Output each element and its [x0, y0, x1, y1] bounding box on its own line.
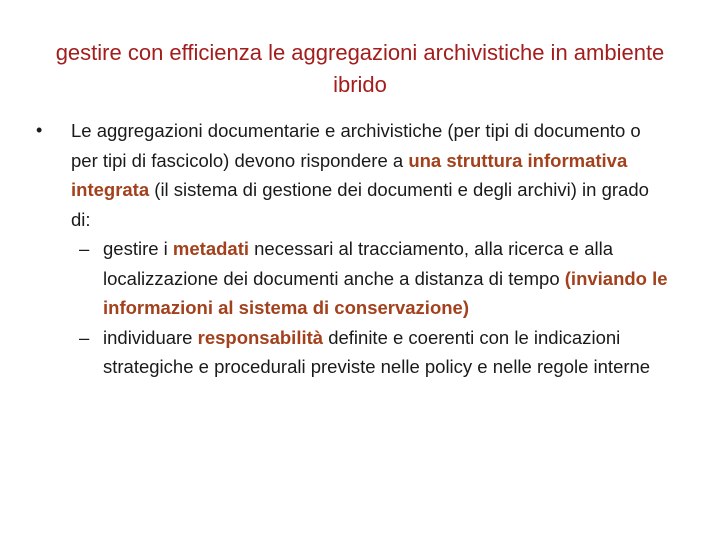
dash-marker: – [79, 326, 90, 348]
main-bullet [30, 116, 670, 234]
sub-bullet-text-1: individuare [103, 326, 198, 348]
sub-bullet-highlight-metadati: metadati [172, 238, 249, 259]
sub-bullet-text-1: gestire i [103, 238, 173, 259]
bullet-marker: • [36, 120, 43, 140]
slide-title: gestire con efficienza le aggregazioni archivistiche in ambiente ibrido [55, 40, 665, 97]
main-bullet-highlight: una struttura informativa integrata [71, 149, 628, 200]
sub-bullet-text-2: necessari al tracciamento, alla ricerca e alla localizzazione dei documenti anche a distanza di tempo [103, 238, 613, 289]
sub-bullet-highlight-responsabilita: responsabilità [197, 326, 324, 348]
sub-bullet-highlight-conservazione: (inviando le informazioni al sistema di conservazione) [103, 267, 668, 318]
main-bullet-text-2: (il sistema di gestione dei documenti e degli archivi) in grado di: [71, 179, 649, 230]
main-bullet-text-1: Le aggregazioni documentarie e archivistiche (per tipi di documento o per tipi di fascicolo) devono rispondere a [71, 120, 641, 171]
slide-body [30, 116, 670, 382]
sub-bullet-text-2: definite e coerenti con le indicazioni strategiche e procedurali previste nelle policy e nelle regole interne [103, 326, 651, 377]
dash-marker: – [79, 238, 90, 259]
sub-bullet-responsabilita [30, 323, 670, 382]
sub-bullet-metadati [30, 234, 670, 323]
